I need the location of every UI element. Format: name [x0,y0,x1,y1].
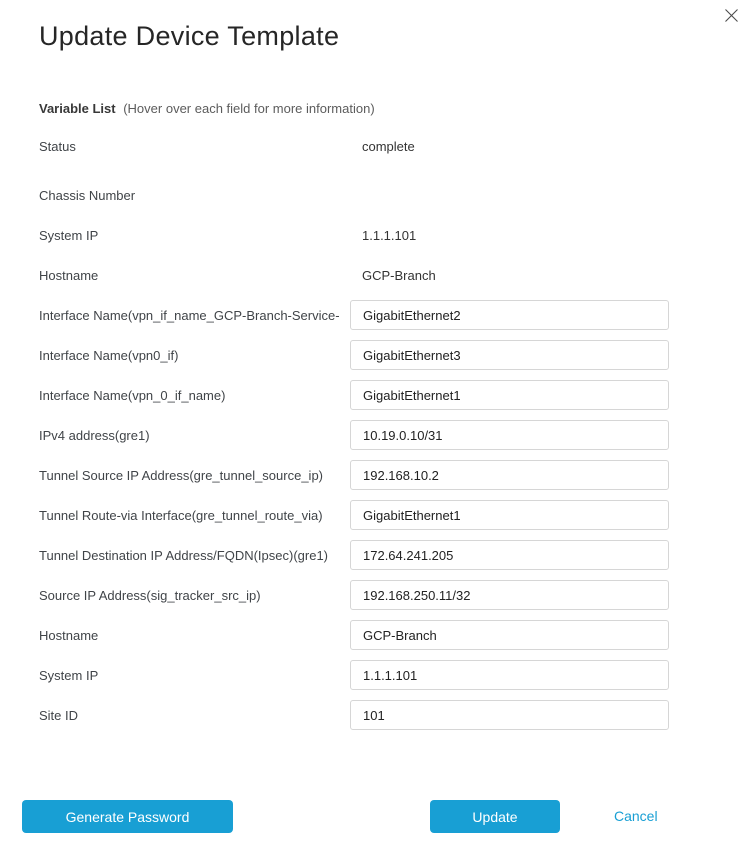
interface-name-vpn0-if-input[interactable] [350,340,669,370]
tunnel-destination-ip-input[interactable] [350,540,669,570]
input-row-interface-name-vpn0-if [39,340,669,370]
field-label: IPv4 address(gre1) [39,427,150,443]
static-row-status [39,131,669,161]
system-ip-input[interactable] [350,660,669,690]
input-row-hostname [39,620,669,650]
field-label: Site ID [39,707,79,723]
page-title: Update Device Template [39,21,340,51]
input-row-tunnel-destination-ip [39,540,669,570]
field-label: System IP [39,227,99,243]
interface-name-service-vpn-input[interactable] [350,300,669,330]
field-label: System IP [39,667,99,683]
field-label: Chassis Number [39,187,136,203]
field-label: Tunnel Destination IP Address/FQDN(Ipsec)(gre1) [39,547,329,563]
cancel-button[interactable]: Cancel [614,808,658,824]
input-row-site-id [39,700,669,730]
variable-list-heading [39,101,375,116]
variable-list [39,131,669,740]
field-label: Tunnel Source IP Address(gre_tunnel_source_ip) [39,467,324,483]
interface-name-vpn-0-if-name-input[interactable] [350,380,669,410]
update-button[interactable]: Update [430,800,560,833]
field-label: Interface Name(vpn_0_if_name) [39,387,226,403]
static-row-chassis-number [39,180,669,210]
close-icon[interactable] [722,6,740,24]
variable-list-label: Variable List [39,101,116,116]
field-label: Interface Name(vpn0_if) [39,347,179,363]
source-ip-tracker-input[interactable] [350,580,669,610]
input-row-tunnel-source-ip [39,460,669,490]
input-row-ipv4-address-gre1 [39,420,669,450]
field-label: Tunnel Route-via Interface(gre_tunnel_route_via) [39,507,323,523]
static-row-system-ip [39,220,669,250]
input-row-interface-name-service-vpn [39,300,669,330]
hostname-input[interactable] [350,620,669,650]
system-ip-value: 1.1.1.101 [362,227,417,243]
field-label: Source IP Address(sig_tracker_src_ip) [39,587,261,603]
tunnel-route-via-input[interactable] [350,500,669,530]
input-row-interface-name-vpn-0-if-name [39,380,669,410]
tunnel-source-ip-input[interactable] [350,460,669,490]
generate-password-button[interactable]: Generate Password [22,800,233,833]
input-row-system-ip [39,660,669,690]
hostname-value: GCP-Branch [362,267,436,283]
ipv4-address-gre1-input[interactable] [350,420,669,450]
variable-list-hint: (Hover over each field for more information) [123,101,375,116]
field-label: Hostname [39,627,99,643]
dialog-footer [0,800,752,833]
static-row-hostname [39,260,669,290]
field-label: Interface Name(vpn_if_name_GCP-Branch-Service- [39,307,340,323]
field-label: Hostname [39,267,99,283]
input-row-source-ip-tracker [39,580,669,610]
field-label: Status [39,138,76,154]
input-row-tunnel-route-via [39,500,669,530]
site-id-input[interactable] [350,700,669,730]
status-value: complete [362,138,415,154]
